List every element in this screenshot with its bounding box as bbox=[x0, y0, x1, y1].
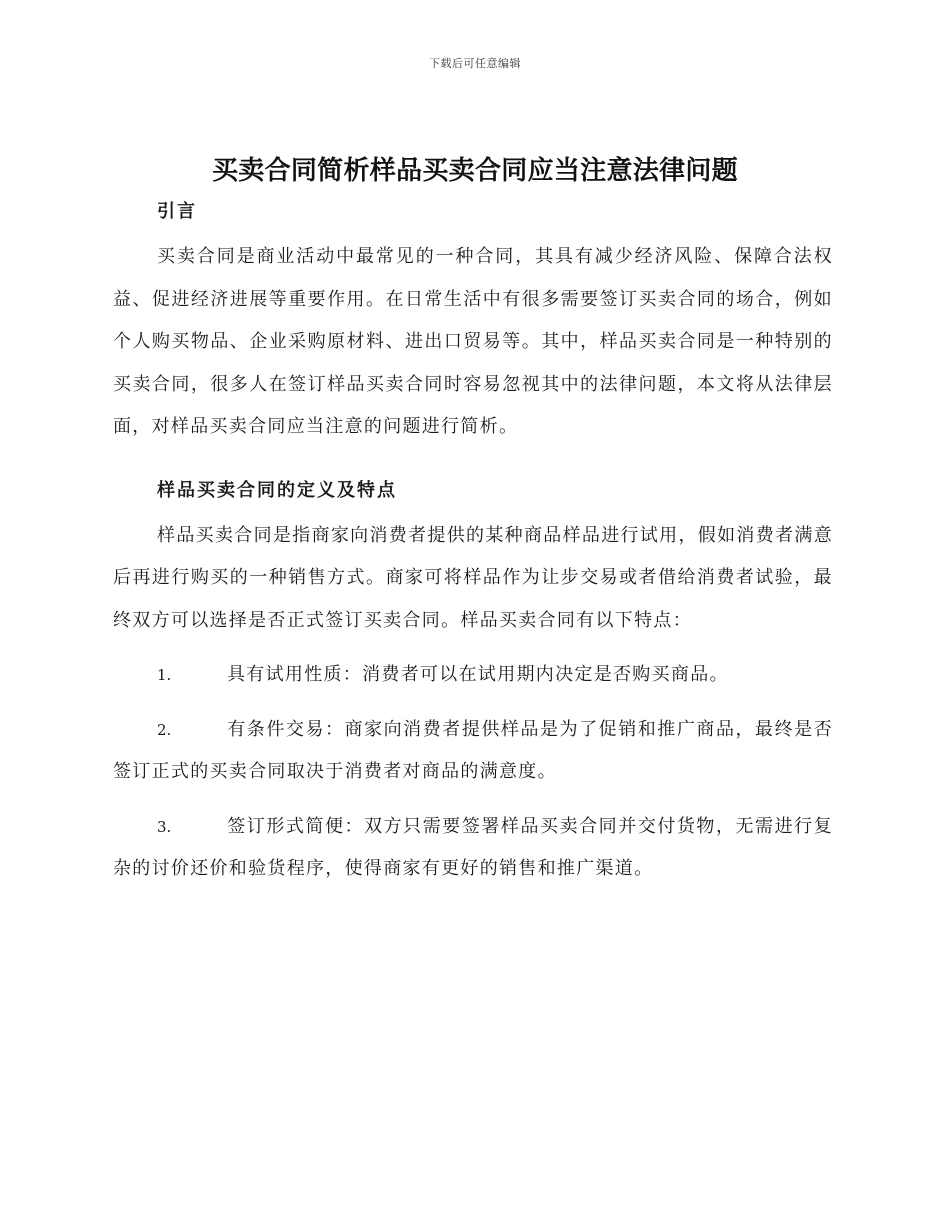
list-item bbox=[113, 709, 833, 794]
list-number: 3. bbox=[157, 817, 172, 836]
list-text: 具有试用性质：消费者可以在试用期内决定是否购买商品。 bbox=[227, 664, 729, 685]
header-note: 下载后可任意编辑 bbox=[429, 57, 521, 70]
list-item bbox=[113, 806, 833, 891]
document-title: 买卖合同简析样品买卖合同应当注意法律问题 bbox=[211, 156, 738, 186]
list-text: 签订形式简便：双方只需要签署样品买卖合同并交付货物，无需进行复杂的讨价还价和验货程序，使得商家有更好的销售和推广渠道。 bbox=[113, 815, 833, 879]
list-item bbox=[113, 654, 833, 697]
intro-paragraph: 买卖合同是商业活动中最常见的一种合同，其具有减少经济风险、保障合法权益、促进经济进展等重要作用。在日常生活中有很多需要签订买卖合同的场合，例如个人购买物品、企业采购原材料、进出口贸易等。其中，样品买卖合同是一种特别的买卖合同，很多人在签订样品买卖合同时容易忽视其中的法律问题，本文将从法律层面，对样品买卖合同应当注意的问题进行简析。 bbox=[113, 246, 833, 437]
document-body bbox=[113, 196, 833, 891]
definition-paragraph: 样品买卖合同是指商家向消费者提供的某种商品样品进行试用，假如消费者满意后再进行购买的一种销售方式。商家可将样品作为让步交易或者借给消费者试验，最终双方可以选择是否正式签订买卖合同。样品买卖合同有以下特点： bbox=[113, 524, 833, 631]
section-heading-intro: 引言 bbox=[157, 201, 197, 222]
list-number: 2. bbox=[157, 720, 172, 739]
list-text: 有条件交易：商家向消费者提供样品是为了促销和推广商品，最终是否签订正式的买卖合同取决于消费者对商品的满意度。 bbox=[113, 718, 833, 782]
list-number: 1. bbox=[157, 666, 172, 684]
section-heading-definition: 样品买卖合同的定义及特点 bbox=[157, 479, 397, 501]
